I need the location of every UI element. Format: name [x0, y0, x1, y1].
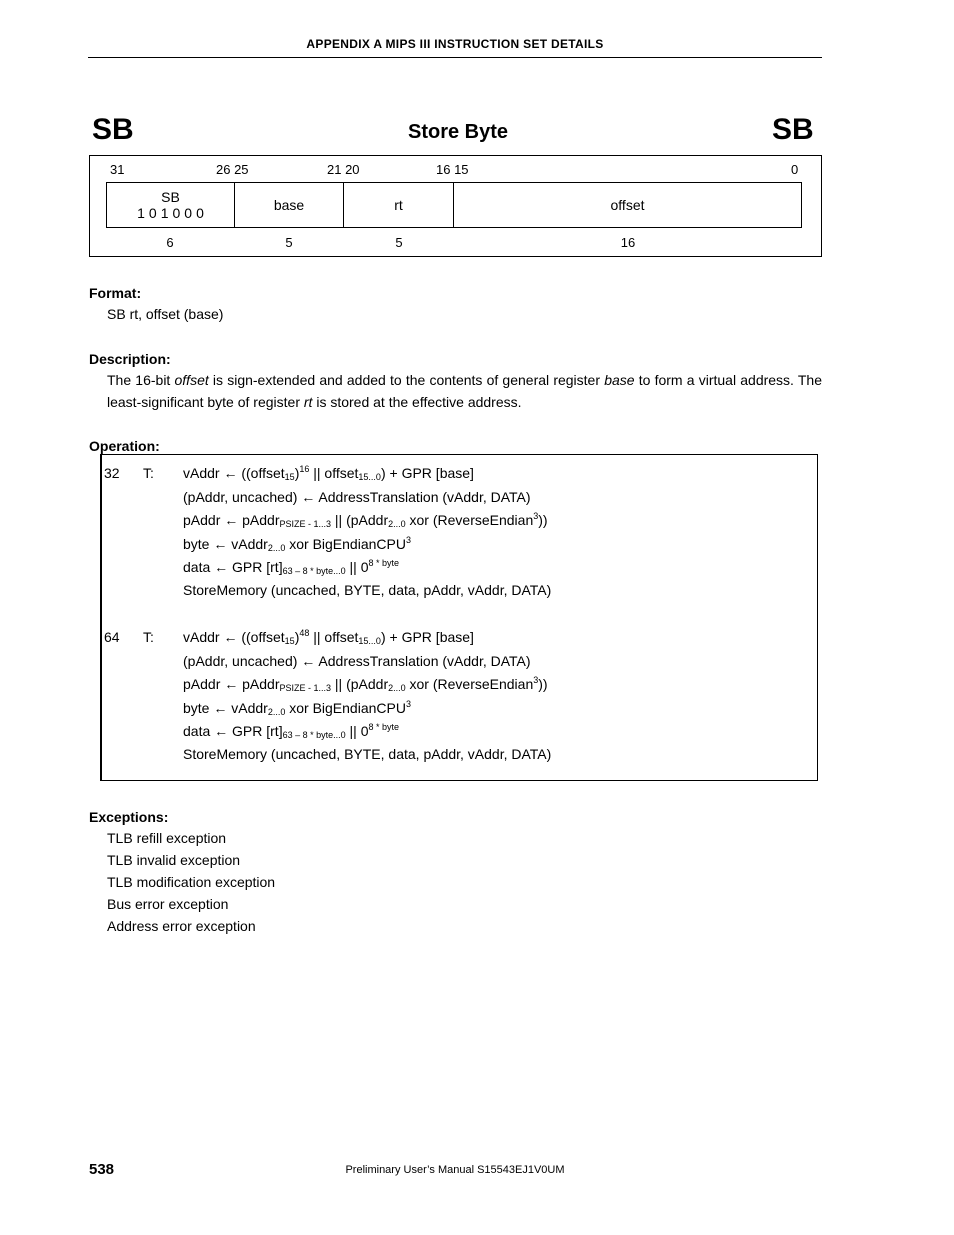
mnemonic-right: SB: [772, 113, 814, 146]
instruction-title: Store Byte: [407, 121, 509, 143]
field-base-label: base: [273, 197, 305, 213]
field-offset-label: offset: [610, 197, 645, 213]
field-width-rt: 5: [395, 235, 403, 250]
bit-number-16-15: 16 15: [436, 162, 469, 177]
format-heading: Format:: [89, 285, 142, 301]
op-line-data: data ← GPR $[rt]_{63 - 8 * byte...0}$ || $0^{8 * byte}$: [183, 558, 400, 576]
exception-item: Bus error exception: [107, 896, 229, 912]
op-line-byte: byte ← vAddr$_{2...0}$ xor BigEndianCPU$^3$: [183, 535, 411, 553]
operation-heading: Operation:: [89, 438, 160, 454]
bit-number-21-20: 21 20: [327, 162, 360, 177]
op-mode-32: 32: [104, 465, 120, 481]
page-number: 538: [89, 1161, 115, 1178]
format-syntax: SB rt, offset (base): [107, 306, 224, 322]
field-width-offset: 16: [620, 235, 636, 250]
exception-item: TLB invalid exception: [107, 852, 241, 868]
bit-number-31: 31: [110, 162, 125, 177]
op-time-label: T:: [143, 629, 154, 645]
description-heading: Description:: [89, 351, 171, 367]
op-mode-64: 64: [104, 629, 120, 645]
field-rt-label: rt: [394, 197, 403, 213]
exception-item: TLB refill exception: [107, 830, 227, 846]
exceptions-list: [107, 827, 275, 937]
desc-run: The 16-bit: [107, 372, 175, 388]
op-line-vaddr: vAddr ← ((offset$_{15}$)$^{16}$ || offset$_{15...0}$) + GPR [base]: [183, 464, 474, 482]
op-line-paddr: pAddr ← pAddr$_{PSIZE - 1...3}$ || (pAddr$_{2...0}$ xor (ReverseEndian$^3$)): [183, 511, 548, 529]
desc-run: is stored at the effective address.: [312, 394, 522, 410]
running-header: APPENDIX A MIPS III INSTRUCTION SET DETAILS: [306, 37, 604, 51]
footer-text: Preliminary User’s Manual S15543EJ1V0UM: [345, 1164, 565, 1176]
exception-item: TLB modification exception: [107, 874, 276, 890]
op-line-translate: (pAddr, uncached) ← AddressTranslation (vAddr, DATA): [183, 653, 531, 669]
field-width-base: 5: [285, 235, 293, 250]
field-opcode-name: SB: [161, 189, 180, 205]
field-width-opcode: 6: [166, 235, 174, 250]
field-rt: [343, 182, 454, 228]
field-offset: [453, 182, 802, 228]
field-opcode: [106, 182, 235, 228]
desc-italic-base: base: [604, 372, 635, 388]
desc-italic-rt: rt: [303, 394, 313, 410]
field-base: [234, 182, 344, 228]
desc-run: to form a virtual address. The least-significant byte of register: [107, 372, 822, 410]
exception-item: Address error exception: [107, 918, 256, 934]
op-line-store: StoreMemory (uncached, BYTE, data, pAddr, vAddr, DATA): [183, 746, 552, 762]
desc-run: is sign-extended and added to the contents of general register: [208, 372, 605, 388]
exceptions-heading: Exceptions:: [89, 809, 169, 825]
op-line-byte: byte ← vAddr$_{2...0}$ xor BigEndianCPU$^3$: [183, 699, 411, 717]
op-line-data: data ← GPR $[rt]_{63 - 8 * byte...0}$ || $0^{8 * byte}$: [183, 722, 400, 740]
op-line-translate: (pAddr, uncached) ← AddressTranslation (vAddr, DATA): [183, 489, 531, 505]
op-line-store: StoreMemory (uncached, BYTE, data, pAddr, vAddr, DATA): [183, 582, 552, 598]
op-line-vaddr: vAddr ← ((offset$_{15}$)$^{48}$ || offset$_{15...0}$) + GPR [base]: [183, 628, 474, 646]
bit-number-0: 0: [791, 162, 799, 177]
description-text: [107, 369, 822, 413]
field-opcode-bits: 101000: [137, 205, 208, 221]
header-rule: [88, 57, 822, 58]
op-line-paddr: pAddr ← pAddr$_{PSIZE - 1...3}$ || (pAddr$_{2...0}$ xor (ReverseEndian$^3$)): [183, 675, 548, 693]
op-time-label: T:: [143, 465, 154, 481]
desc-italic-offset: offset: [174, 372, 209, 388]
bit-number-26-25: 26 25: [216, 162, 249, 177]
mnemonic-left: SB: [92, 113, 134, 146]
